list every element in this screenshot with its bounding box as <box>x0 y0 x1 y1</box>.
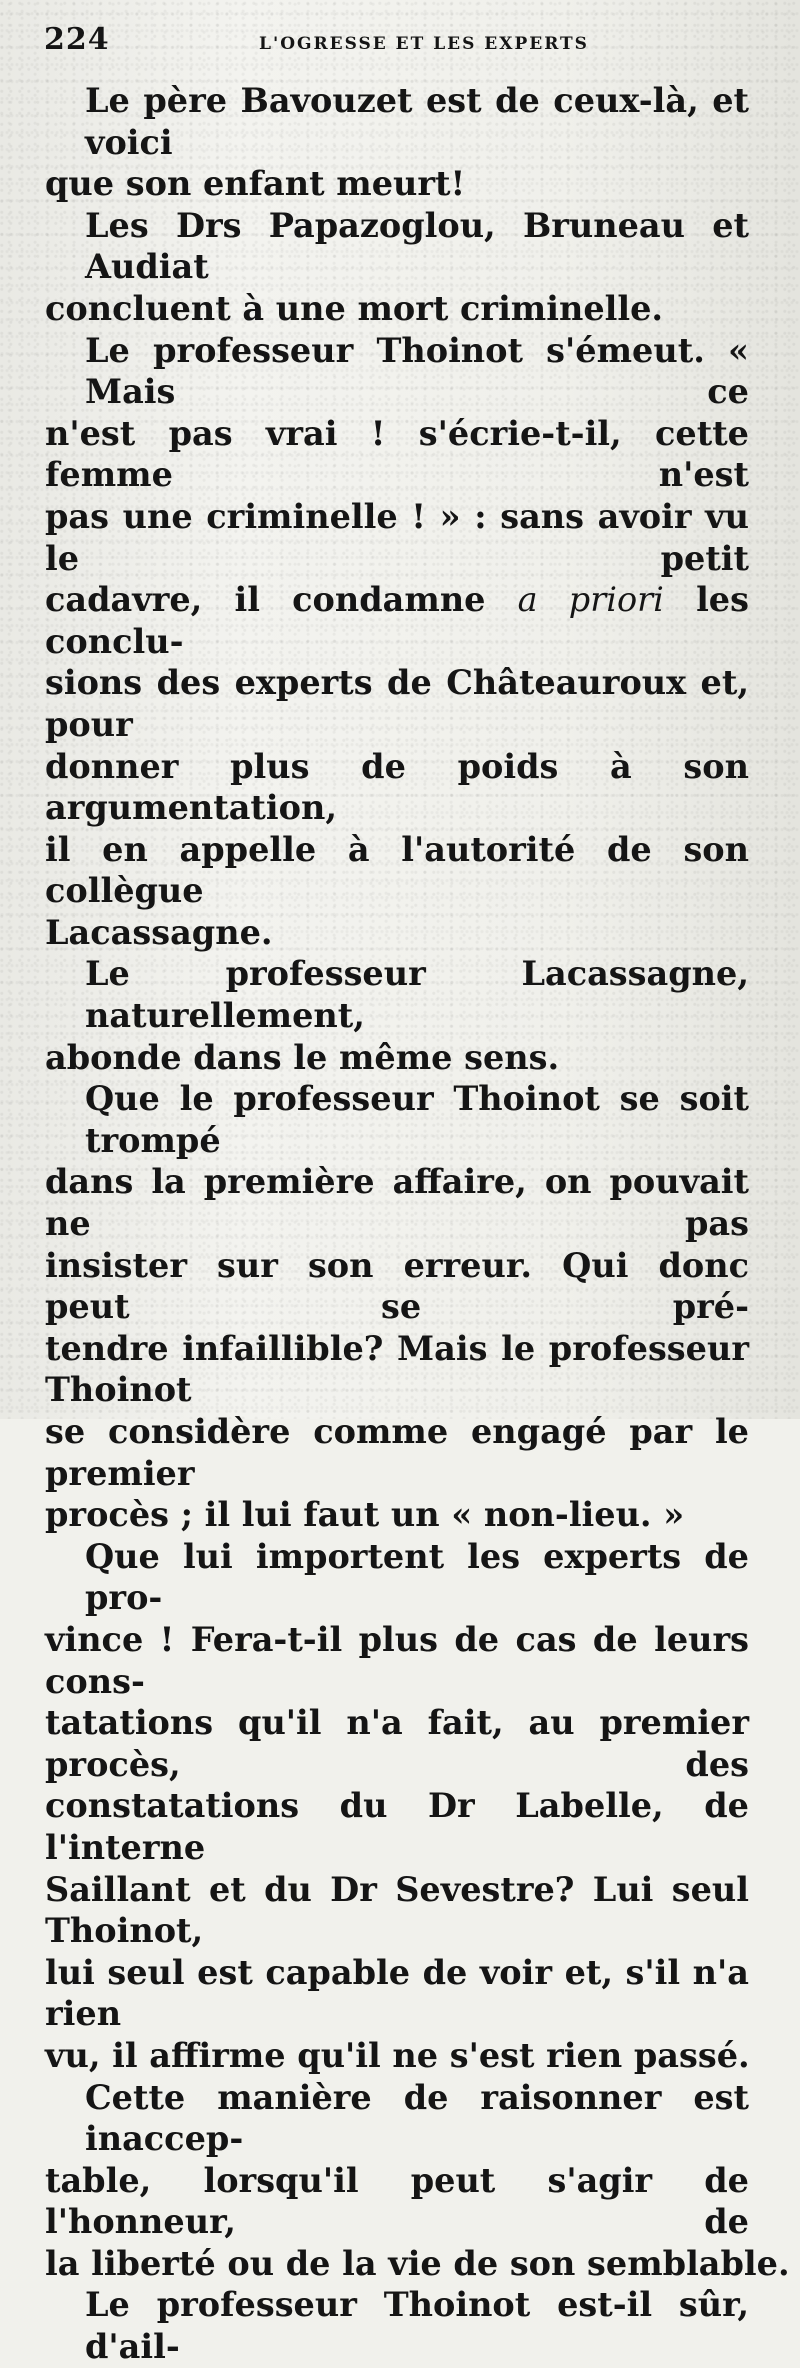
paragraph-7 <box>45 2077 790 2285</box>
paragraph-5 <box>45 1078 749 1536</box>
page-header <box>44 22 774 62</box>
text-line: la liberté ou de la vie de son semblable. <box>45 2243 790 2283</box>
text-line: constatations du Dr Labelle, de l'interne <box>45 1786 749 1867</box>
paragraph-1 <box>45 80 749 205</box>
paragraph-3 <box>45 330 749 954</box>
paragraph-8 <box>45 2284 749 2367</box>
paragraph-2 <box>45 205 749 330</box>
text-line: procès ; il lui faut un « non-lieu. » <box>45 1495 685 1535</box>
text-line <box>45 579 749 662</box>
text-line: Le professeur Thoinot est-il sûr, d'ail- <box>85 2285 749 2367</box>
text-line: sions des experts de Châteauroux et, pour <box>45 663 749 744</box>
text-line: Le père Bavouzet est de ceux-là, et voici <box>85 81 749 162</box>
text-line: abonde dans le même sens. <box>45 1037 560 1077</box>
text-line: insister sur son erreur. Qui donc peut se pré- <box>45 1245 749 1327</box>
text-line: vince ! Fera-t-il plus de cas de leurs cons- <box>45 1619 749 1701</box>
text-line: vu, il affirme qu'il ne s'est rien passé. <box>45 2035 750 2075</box>
text-line: concluent à une mort criminelle. <box>45 288 664 328</box>
text-line: se considère comme engagé par le premier <box>45 1412 749 1493</box>
text-line: Que lui importent les experts de pro- <box>85 1536 749 1618</box>
text-line: il en appelle à l'autorité de son collègue <box>45 829 749 911</box>
text-line: Que le professeur Thoinot se soit trompé <box>85 1079 749 1160</box>
text-line: pas une criminelle ! » : sans avoir vu le petit <box>45 496 749 578</box>
text-line: Les Drs Papazoglou, Bruneau et Audiat <box>85 205 749 287</box>
text-line: tatations qu'il n'a fait, au premier procès, des <box>45 1703 749 1784</box>
text-line: lui seul est capable de voir et, s'il n'a rien <box>45 1952 749 2034</box>
text-line: Cette manière de raisonner est inaccep- <box>85 2077 749 2159</box>
text-line: Le professeur Thoinot s'émeut. « Mais ce <box>85 330 749 412</box>
body-text <box>45 80 790 2368</box>
text-line: tendre infaillible? Mais le professeur Thoinot <box>45 1328 749 1410</box>
running-title: L'OGRESSE ET LES EXPERTS <box>259 34 589 54</box>
text-line: dans la première affaire, on pouvait ne pas <box>45 1162 749 1244</box>
text-segment: les conclu- <box>45 580 749 661</box>
text-line: n'est pas vrai ! s'écrie-t-il, cette femme n'est <box>45 413 749 495</box>
text-line: Le professeur Lacassagne, naturellement, <box>85 954 749 1036</box>
text-line: que son enfant meurt! <box>45 164 466 204</box>
paragraph-4 <box>45 953 749 1078</box>
text-segment: cadavre, il condamne <box>45 580 518 620</box>
text-line: Saillant et du Dr Sevestre? Lui seul Thoinot, <box>45 1869 749 1951</box>
paragraph-6 <box>45 1536 749 2077</box>
italic-phrase: a priori <box>517 580 664 620</box>
page-number: 224 <box>44 22 110 57</box>
text-line: donner plus de poids à son argumentation, <box>45 746 749 828</box>
text-line: Lacassagne. <box>45 912 273 952</box>
text-line: table, lorsqu'il peut s'agir de l'honneur, de <box>45 2160 749 2242</box>
